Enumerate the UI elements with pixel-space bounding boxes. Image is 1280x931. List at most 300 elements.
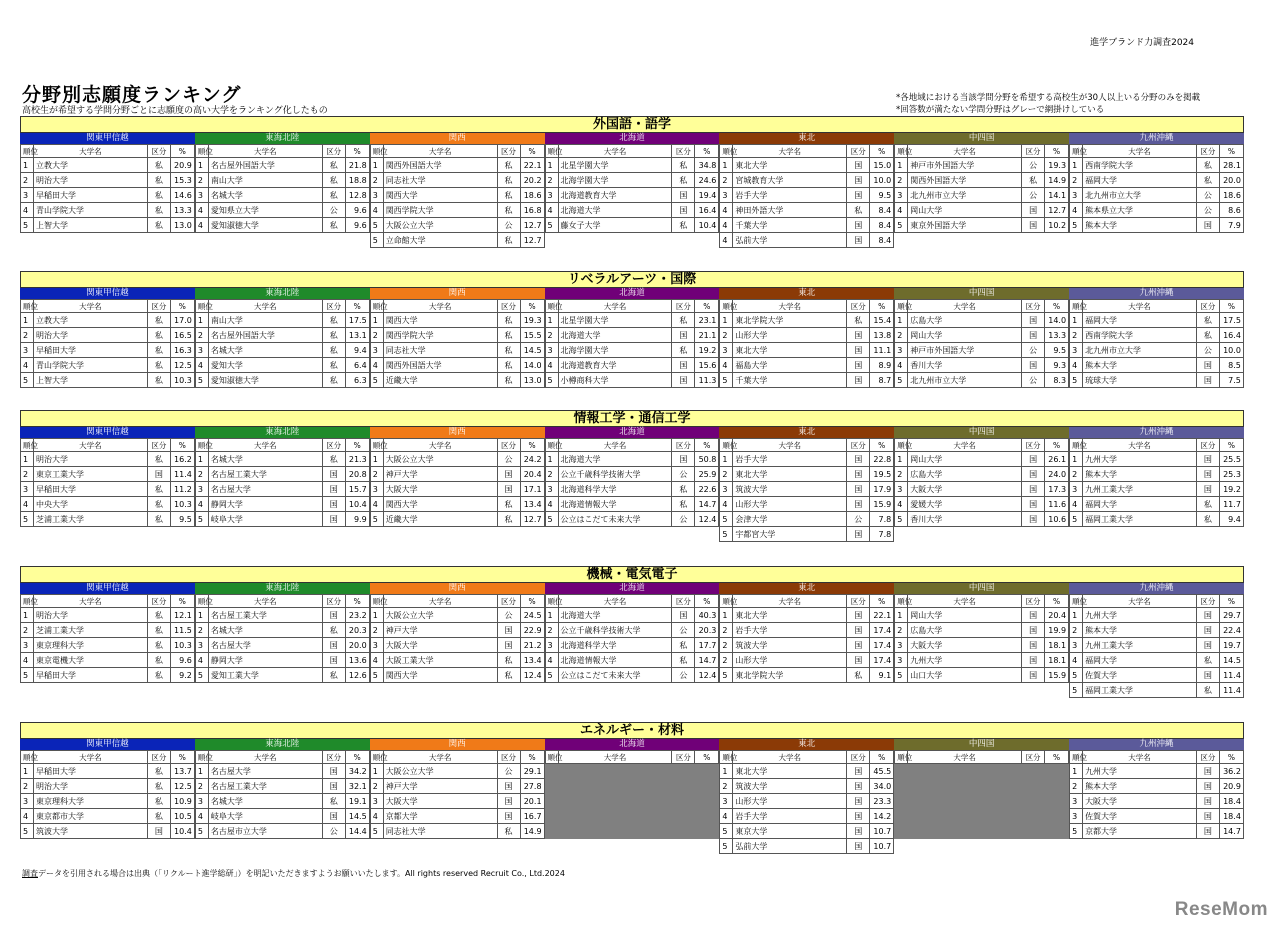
name-header: 大学名	[908, 439, 1022, 452]
region-column	[719, 583, 894, 698]
percent-cell: 13.4	[520, 653, 544, 668]
ranking-table	[894, 594, 1069, 683]
kubun-cell: 国	[672, 358, 695, 373]
percent-cell: 17.7	[695, 638, 719, 653]
university-name: 南山大学	[208, 313, 322, 328]
rank-cell: 3	[370, 638, 383, 653]
kubun-cell: 国	[847, 623, 870, 638]
kubun-cell: 国	[847, 373, 870, 388]
rank-cell: 5	[370, 668, 383, 683]
percent-cell: 28.1	[1219, 158, 1243, 173]
name-header: 大学名	[208, 439, 322, 452]
rank-cell: 2	[720, 467, 733, 482]
percent-cell: 14.7	[695, 653, 719, 668]
percent-cell: 8.6	[1219, 203, 1243, 218]
pct-header: %	[1045, 751, 1069, 764]
pct-header: %	[1219, 751, 1243, 764]
rank-cell: 4	[1070, 358, 1083, 373]
university-name: 九州大学	[908, 653, 1022, 668]
university-name: 山形大学	[733, 653, 847, 668]
kubun-cell: 国	[1022, 653, 1045, 668]
pct-header: %	[695, 439, 719, 452]
university-name: 近畿大学	[383, 512, 497, 527]
rank-cell: 2	[195, 467, 208, 482]
ranking-table	[894, 750, 1069, 839]
percent-cell: 34.2	[345, 764, 369, 779]
university-name: 山口大学	[908, 668, 1022, 683]
rank-cell: 2	[370, 328, 383, 343]
kubun-cell: 公	[1196, 188, 1219, 203]
university-name: 愛知淑徳大学	[208, 218, 322, 233]
kubun-cell: 国	[847, 158, 870, 173]
university-name: 琉球大学	[1083, 373, 1197, 388]
region-column	[894, 427, 1069, 542]
name-header: 大学名	[1083, 439, 1197, 452]
rank-cell: 5	[1070, 683, 1083, 698]
kubun-cell: 国	[1196, 794, 1219, 809]
kubun-cell: 私	[847, 203, 870, 218]
rank-cell: 3	[545, 188, 558, 203]
rank-cell: 4	[720, 497, 733, 512]
ranking-table	[20, 594, 195, 683]
percent-cell: 16.4	[695, 203, 719, 218]
column-header-row	[720, 595, 894, 608]
percent-cell: 16.5	[170, 328, 194, 343]
table-row	[370, 233, 544, 248]
kubun-cell: 国	[847, 653, 870, 668]
table-row	[720, 158, 894, 173]
percent-cell: 23.1	[695, 313, 719, 328]
kubun-cell: 国	[847, 497, 870, 512]
university-name: 北海学園大学	[558, 173, 672, 188]
pct-header: %	[345, 439, 369, 452]
percent-cell: 17.4	[870, 638, 894, 653]
pct-header: %	[1045, 439, 1069, 452]
percent-cell: 9.6	[345, 218, 369, 233]
table-row	[545, 158, 719, 173]
rank-cell: 3	[370, 188, 383, 203]
name-header: 大学名	[1083, 300, 1197, 313]
rank-header: 順位	[1070, 751, 1083, 764]
university-name: 立教大学	[34, 313, 148, 328]
percent-cell: 18.8	[345, 173, 369, 188]
table-row	[545, 482, 719, 497]
rank-cell: 4	[545, 203, 558, 218]
percent-cell: 9.2	[170, 668, 194, 683]
rank-header: 順位	[720, 439, 733, 452]
source-label: 進学ブランド力調査2024	[1090, 38, 1194, 48]
table-row	[720, 653, 894, 668]
university-name: 佐賀大学	[1083, 668, 1197, 683]
kubun-cell: 公	[322, 203, 345, 218]
kubun-cell: 私	[322, 373, 345, 388]
university-name: 筑波大学	[733, 482, 847, 497]
university-name: 九州大学	[1083, 764, 1197, 779]
kubun-cell: 私	[147, 358, 170, 373]
table-row	[195, 623, 369, 638]
table-row	[1070, 467, 1244, 482]
university-name: 名古屋外国語大学	[208, 328, 322, 343]
table-row	[370, 173, 544, 188]
university-name: 愛知県立大学	[208, 203, 322, 218]
kubun-cell: 私	[322, 794, 345, 809]
table-row	[545, 373, 719, 388]
region-column	[1069, 583, 1244, 698]
kubun-header: 区分	[497, 145, 520, 158]
kubun-cell: 国	[497, 482, 520, 497]
rank-cell: 3	[545, 482, 558, 497]
kubun-cell: 公	[497, 452, 520, 467]
kubun-cell: 私	[497, 824, 520, 839]
pct-header: %	[345, 751, 369, 764]
kubun-cell: 私	[147, 653, 170, 668]
university-name: 岩手大学	[733, 623, 847, 638]
university-name: 関西大学	[383, 497, 497, 512]
kubun-cell: 国	[1196, 779, 1219, 794]
university-name: 大阪大学	[1083, 794, 1197, 809]
name-header: 大学名	[383, 595, 497, 608]
rank-cell: 5	[1070, 824, 1083, 839]
kubun-cell: 公	[322, 824, 345, 839]
rank-cell: 4	[21, 653, 34, 668]
rank-cell: 2	[545, 623, 558, 638]
column-header-row	[370, 751, 544, 764]
table-row	[1070, 638, 1244, 653]
percent-cell: 14.4	[345, 824, 369, 839]
table-row	[895, 482, 1069, 497]
university-name: 大阪大学	[908, 482, 1022, 497]
percent-cell: 14.9	[520, 824, 544, 839]
university-name: 芝浦工業大学	[34, 623, 148, 638]
rank-cell: 1	[195, 452, 208, 467]
kubun-cell: 私	[1196, 497, 1219, 512]
region-header: 東海北陸	[195, 288, 370, 299]
footer-text: データを引用される場合は出典（「リクルート進学総研」）を明記いただきますようお願いいたします。All rights reserved Recruit Co., Ltd.2024	[38, 869, 565, 878]
region-header: 九州沖縄	[1069, 288, 1244, 299]
percent-cell: 20.1	[520, 794, 544, 809]
kubun-cell: 私	[147, 794, 170, 809]
kubun-cell: 国	[672, 452, 695, 467]
kubun-cell: 私	[147, 173, 170, 188]
column-header-row	[195, 751, 369, 764]
kubun-cell: 私	[497, 203, 520, 218]
university-name: 名古屋市立大学	[208, 824, 322, 839]
percent-cell: 17.4	[870, 623, 894, 638]
rank-cell: 1	[720, 313, 733, 328]
kubun-cell: 公	[1022, 343, 1045, 358]
kubun-cell: 私	[147, 482, 170, 497]
percent-cell: 14.5	[520, 343, 544, 358]
university-name: 京都大学	[383, 809, 497, 824]
kubun-cell: 私	[672, 313, 695, 328]
rank-cell: 5	[720, 527, 733, 542]
rank-cell: 5	[195, 668, 208, 683]
rank-header: 順位	[370, 751, 383, 764]
table-row	[1070, 779, 1244, 794]
region-header: 関西	[370, 739, 545, 750]
university-name: 東北大学	[733, 608, 847, 623]
university-name: 北九州市立大学	[1083, 343, 1197, 358]
column-header-row	[370, 595, 544, 608]
kubun-cell: 私	[147, 218, 170, 233]
region-header: 東海北陸	[195, 583, 370, 594]
table-row	[1070, 794, 1244, 809]
kubun-cell: 国	[1196, 218, 1219, 233]
column-header-row	[195, 439, 369, 452]
kubun-cell: 公	[497, 608, 520, 623]
university-name: 北九州市立大学	[1083, 188, 1197, 203]
kubun-cell: 国	[847, 779, 870, 794]
rank-cell: 4	[1070, 497, 1083, 512]
rank-header: 順位	[720, 145, 733, 158]
ranking-section	[20, 722, 1244, 854]
pct-header: %	[170, 751, 194, 764]
kubun-header: 区分	[847, 300, 870, 313]
rank-header: 順位	[370, 145, 383, 158]
percent-cell: 26.1	[1045, 452, 1069, 467]
percent-cell: 29.7	[1219, 608, 1243, 623]
university-name: 熊本大学	[1083, 218, 1197, 233]
kubun-cell: 私	[147, 668, 170, 683]
rank-cell: 5	[1070, 218, 1083, 233]
name-header: 大学名	[558, 300, 672, 313]
percent-cell: 7.5	[1219, 373, 1243, 388]
percent-cell: 8.7	[870, 373, 894, 388]
column-header-row	[370, 439, 544, 452]
pct-header: %	[1219, 439, 1243, 452]
region-header: 中四国	[894, 583, 1069, 594]
university-name: 南山大学	[208, 173, 322, 188]
kubun-cell: 私	[497, 358, 520, 373]
rank-header: 順位	[720, 595, 733, 608]
rank-cell: 3	[195, 482, 208, 497]
region-columns	[20, 583, 1244, 698]
kubun-cell: 国	[497, 467, 520, 482]
pct-header: %	[695, 751, 719, 764]
percent-cell: 27.8	[520, 779, 544, 794]
percent-cell: 9.5	[870, 188, 894, 203]
rank-cell: 2	[1070, 173, 1083, 188]
rank-cell: 3	[21, 482, 34, 497]
percent-cell: 12.7	[1045, 203, 1069, 218]
table-row	[195, 779, 369, 794]
name-header: 大学名	[733, 751, 847, 764]
ranking-table	[719, 750, 894, 854]
rank-header: 順位	[895, 439, 908, 452]
university-name: 筑波大学	[733, 638, 847, 653]
name-header: 大学名	[34, 300, 148, 313]
rank-cell: 4	[370, 358, 383, 373]
kubun-cell: 国	[1022, 313, 1045, 328]
table-row	[895, 623, 1069, 638]
percent-cell: 29.1	[520, 764, 544, 779]
university-name: 岡山大学	[908, 608, 1022, 623]
university-name: 北海道情報大学	[558, 653, 672, 668]
percent-cell: 11.4	[1219, 668, 1243, 683]
rank-header: 順位	[21, 595, 34, 608]
name-header: 大学名	[34, 145, 148, 158]
kubun-cell: 国	[847, 794, 870, 809]
rank-cell: 5	[195, 512, 208, 527]
rank-cell: 5	[370, 218, 383, 233]
percent-cell: 11.5	[170, 623, 194, 638]
percent-cell: 18.1	[1045, 653, 1069, 668]
percent-cell: 13.8	[870, 328, 894, 343]
percent-cell: 23.3	[870, 794, 894, 809]
ranking-table	[719, 438, 894, 542]
region-header: 関東甲信越	[20, 133, 195, 144]
kubun-cell: 私	[322, 313, 345, 328]
percent-cell: 8.4	[870, 218, 894, 233]
percent-cell: 8.4	[870, 203, 894, 218]
table-row	[21, 452, 195, 467]
university-name: 神田外語大学	[733, 203, 847, 218]
kubun-cell: 公	[1022, 158, 1045, 173]
percent-cell: 8.4	[870, 233, 894, 248]
region-column	[545, 739, 720, 854]
kubun-cell: 国	[1022, 608, 1045, 623]
university-name: 関西外国語大学	[383, 358, 497, 373]
kubun-cell: 私	[1196, 653, 1219, 668]
column-header-row	[895, 300, 1069, 313]
region-column	[1069, 288, 1244, 388]
column-header-row	[895, 145, 1069, 158]
university-name: 岡山大学	[908, 328, 1022, 343]
rank-cell: 2	[545, 328, 558, 343]
percent-cell: 8.9	[870, 358, 894, 373]
university-name: 北海学園大学	[558, 343, 672, 358]
table-row	[895, 452, 1069, 467]
region-column	[195, 583, 370, 698]
gray-row	[545, 764, 719, 839]
ranking-table	[370, 144, 545, 248]
pct-header: %	[870, 145, 894, 158]
kubun-cell: 国	[847, 809, 870, 824]
rank-cell: 3	[1070, 188, 1083, 203]
percent-cell: 20.9	[1219, 779, 1243, 794]
section-title: エネルギー・材料	[20, 722, 1244, 739]
rank-cell: 2	[720, 653, 733, 668]
kubun-cell: 国	[497, 623, 520, 638]
gray-cell	[895, 764, 1069, 839]
name-header: 大学名	[383, 751, 497, 764]
table-row	[895, 668, 1069, 683]
kubun-cell: 公	[672, 512, 695, 527]
table-row	[1070, 452, 1244, 467]
column-header-row	[895, 439, 1069, 452]
kubun-cell: 私	[322, 218, 345, 233]
kubun-header: 区分	[1022, 145, 1045, 158]
table-row	[1070, 188, 1244, 203]
rank-cell: 1	[370, 158, 383, 173]
university-name: 宮城教育大学	[733, 173, 847, 188]
table-row	[21, 313, 195, 328]
table-row	[545, 497, 719, 512]
kubun-cell: 私	[672, 158, 695, 173]
rank-cell: 5	[1070, 668, 1083, 683]
percent-cell: 10.5	[170, 809, 194, 824]
kubun-cell: 国	[1196, 668, 1219, 683]
rank-cell: 1	[720, 764, 733, 779]
table-row	[21, 173, 195, 188]
rank-cell: 3	[195, 188, 208, 203]
kubun-header: 区分	[1022, 300, 1045, 313]
kubun-cell: 私	[497, 373, 520, 388]
kubun-header: 区分	[1022, 595, 1045, 608]
region-column	[195, 739, 370, 854]
kubun-header: 区分	[672, 439, 695, 452]
university-name: 立命館大学	[383, 233, 497, 248]
table-row	[545, 623, 719, 638]
rank-cell: 2	[720, 623, 733, 638]
percent-cell: 15.6	[695, 358, 719, 373]
region-header: 中四国	[894, 427, 1069, 438]
rank-cell: 2	[895, 328, 908, 343]
table-row	[195, 328, 369, 343]
percent-cell: 18.4	[1219, 794, 1243, 809]
rank-cell: 2	[1070, 623, 1083, 638]
ranking-table	[1069, 438, 1244, 527]
kubun-cell: 国	[1196, 638, 1219, 653]
kubun-cell: 国	[322, 482, 345, 497]
column-header-row	[21, 751, 195, 764]
region-header: 九州沖縄	[1069, 427, 1244, 438]
university-name: 上智大学	[34, 373, 148, 388]
university-name: 近畿大学	[383, 373, 497, 388]
kubun-cell: 私	[147, 512, 170, 527]
rank-cell: 4	[370, 203, 383, 218]
note-2: *回答数が満たない学問分野はグレーで網掛けしている	[896, 105, 1105, 115]
university-name: 岐阜大学	[208, 512, 322, 527]
notes	[896, 92, 1200, 116]
rank-cell: 5	[21, 668, 34, 683]
name-header: 大学名	[733, 300, 847, 313]
university-name: 名城大学	[208, 188, 322, 203]
kubun-cell: 国	[847, 467, 870, 482]
percent-cell: 34.8	[695, 158, 719, 173]
rank-cell: 3	[895, 188, 908, 203]
region-header: 中四国	[894, 133, 1069, 144]
region-column	[545, 133, 720, 248]
percent-cell: 19.4	[695, 188, 719, 203]
rank-cell: 3	[370, 343, 383, 358]
ranking-table	[1069, 144, 1244, 233]
rank-cell: 2	[895, 467, 908, 482]
rank-header: 順位	[1070, 145, 1083, 158]
ranking-section	[20, 271, 1244, 388]
percent-cell: 19.1	[345, 794, 369, 809]
percent-cell: 10.3	[170, 497, 194, 512]
region-column	[20, 583, 195, 698]
table-row	[545, 173, 719, 188]
percent-cell: 14.2	[870, 809, 894, 824]
table-row	[370, 764, 544, 779]
kubun-cell: 国	[1196, 623, 1219, 638]
region-column	[195, 288, 370, 388]
kubun-cell: 私	[672, 638, 695, 653]
pct-header: %	[170, 439, 194, 452]
university-name: 静岡大学	[208, 497, 322, 512]
table-row	[895, 467, 1069, 482]
percent-cell: 11.4	[1219, 683, 1243, 698]
university-name: 東京理科大学	[34, 794, 148, 809]
rank-cell: 5	[370, 512, 383, 527]
rank-cell: 1	[545, 313, 558, 328]
rank-cell: 2	[21, 467, 34, 482]
kubun-cell: 公	[497, 764, 520, 779]
percent-cell: 7.9	[1219, 218, 1243, 233]
university-name: 広島大学	[908, 623, 1022, 638]
